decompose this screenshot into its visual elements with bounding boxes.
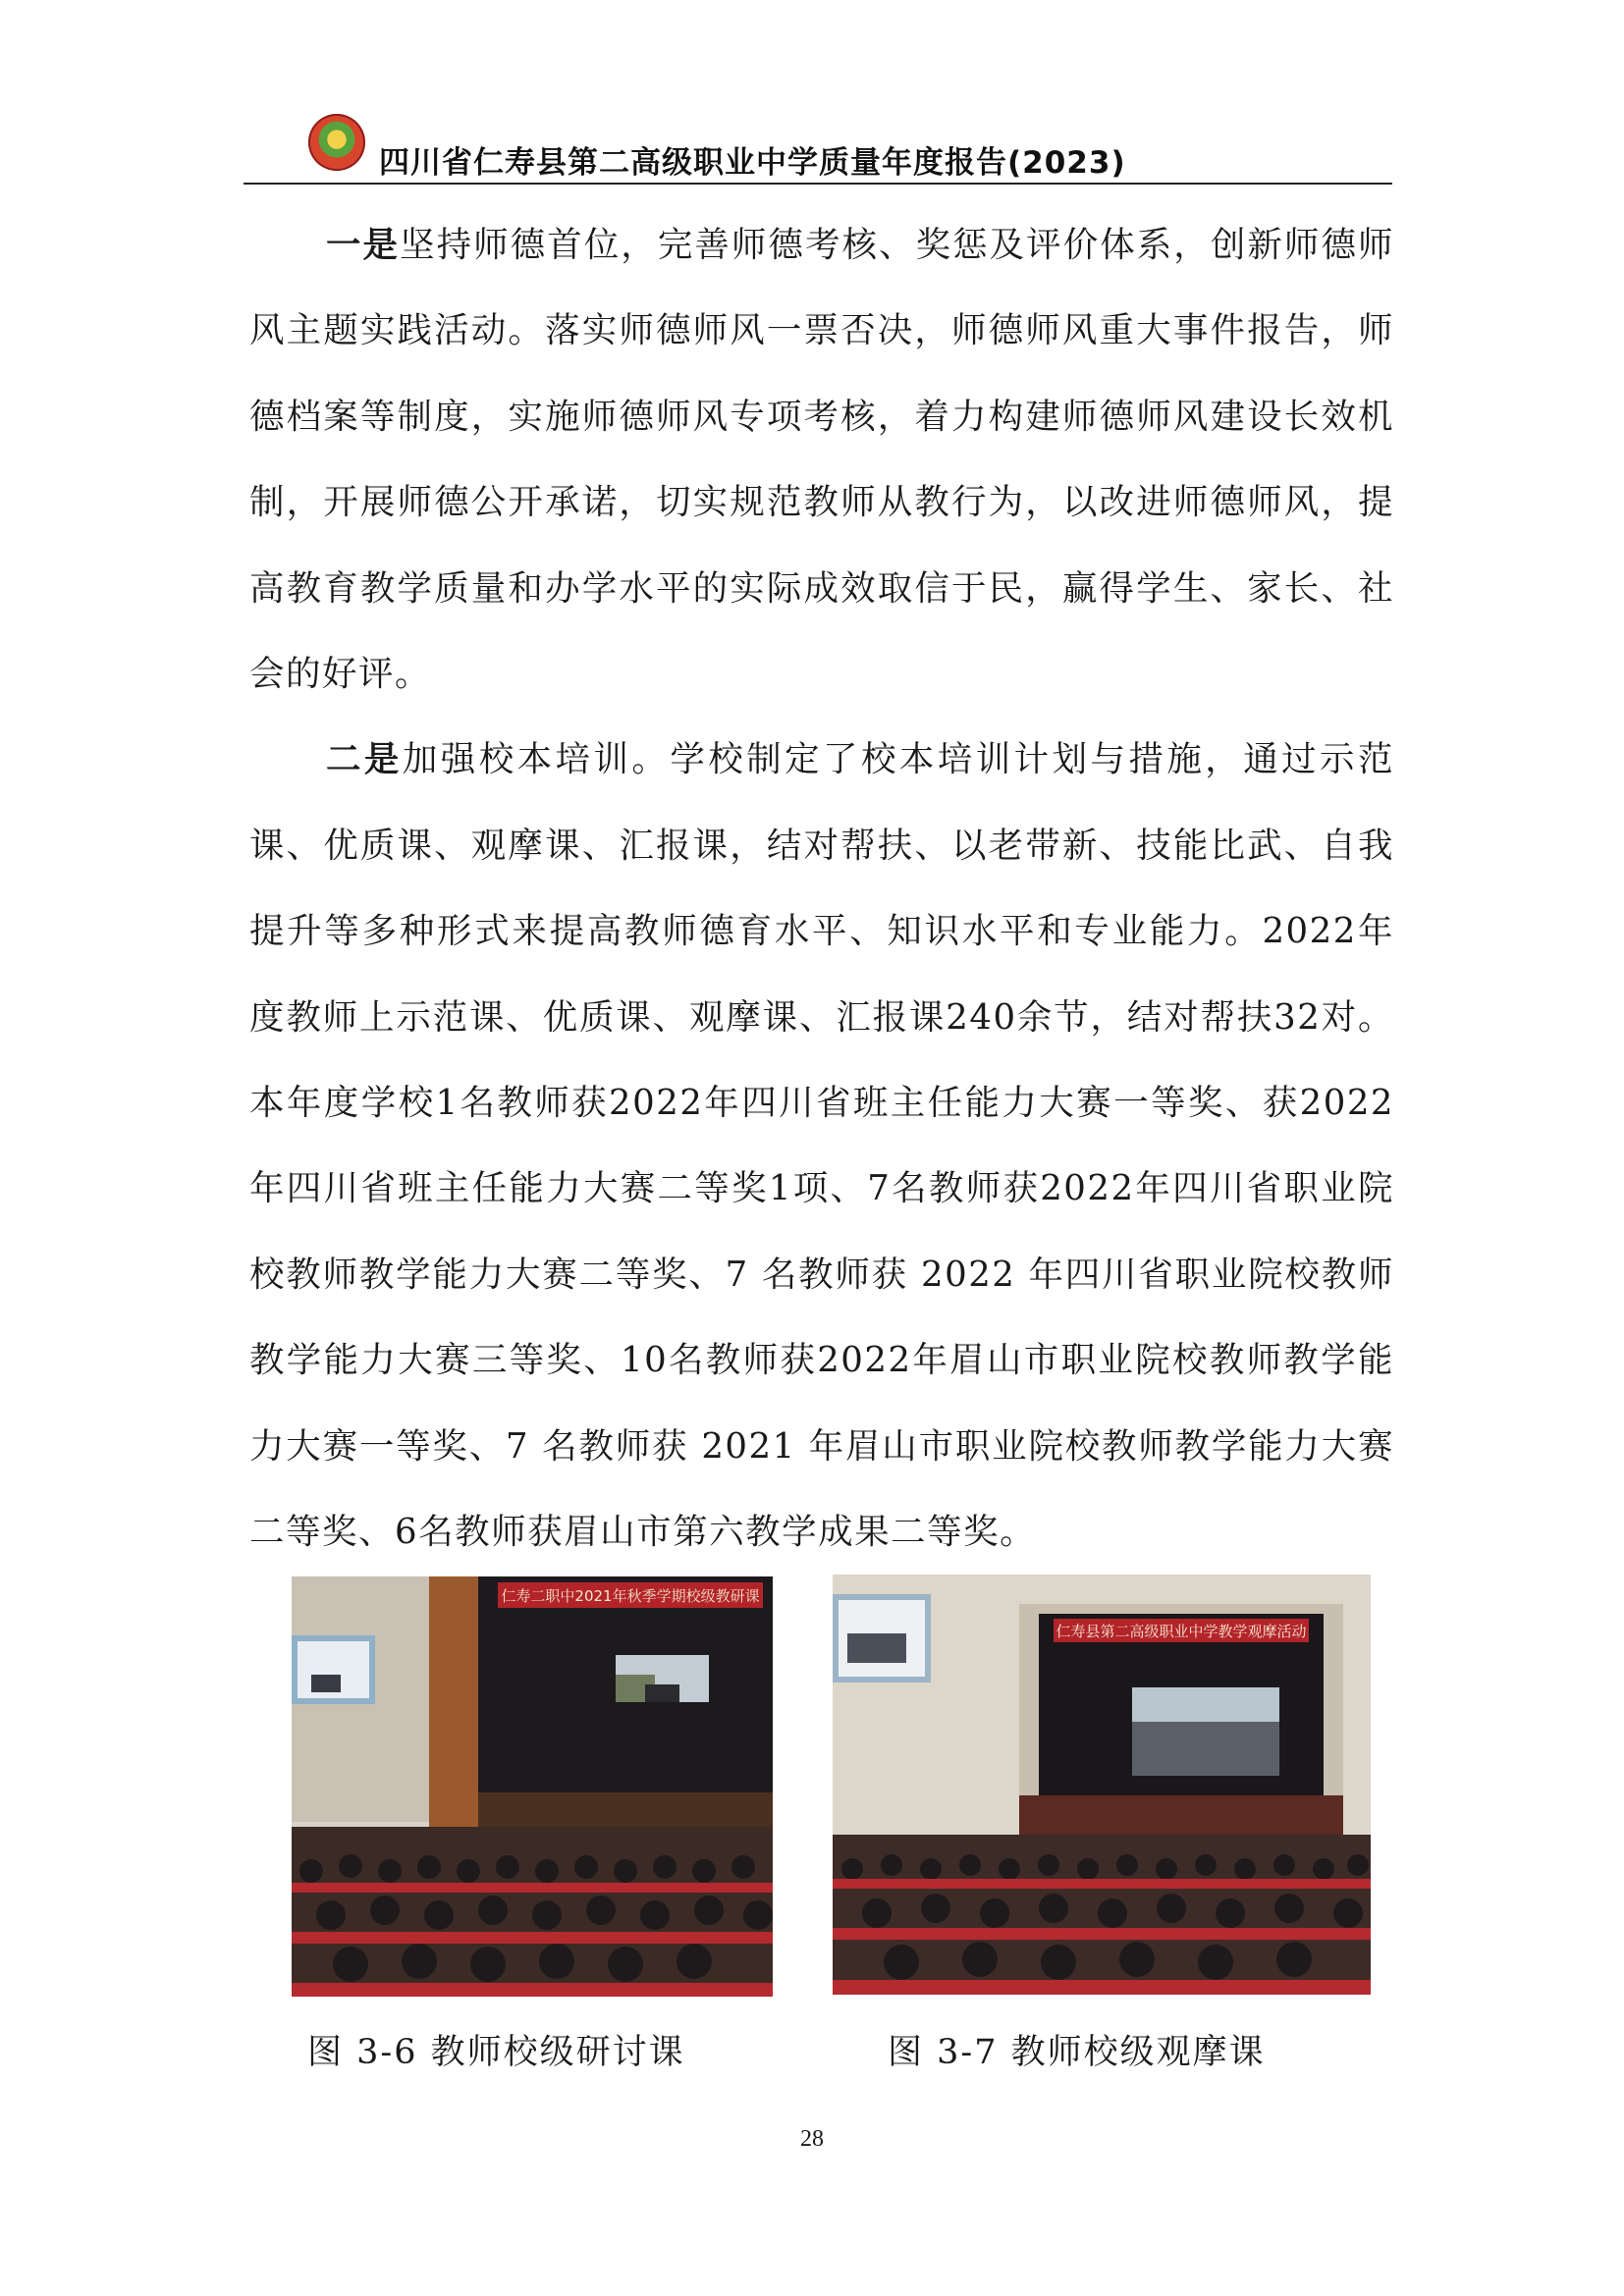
- paragraph-2: [249, 717, 1394, 1575]
- figure-3-6-banner: 仁寿二职中2021年秋季学期校级教研课: [501, 1587, 760, 1605]
- paragraph-2-lead: 二是: [326, 739, 403, 780]
- page-header: [244, 104, 1392, 190]
- figure-3-6-photo: [292, 1576, 773, 1997]
- paragraph-2-text: 加强校本培训。学校制定了校本培训计划与措施，通过示范课、优质课、观摩课、汇报课，结对帮扶、以老带新、技能比武、自我提升等多种形式来提高教师德育水平、知识水平和专业能力。2022年度教师上示范课、优质课、观摩课、汇报课240余节，结对帮扶32对。本年度学校1名教师获2022年四川省班主任能力大赛一等奖、获2022年四川省班主任能力大赛二等奖1项、7名教师获2022年四川省职业院校教师教学能力大赛二等奖、7 名教师获 2022 年四川省职业院校教师教学能力大赛三等奖、10名教师获2022年眉山市职业院校教师教学能力大赛一等奖、7 名教师获 2021 年眉山市职业院校教师教学能力大赛二等奖、6名教师获眉山市第六教学成果二等奖。: [249, 739, 1394, 1553]
- figure-3-7-banner: 仁寿县第二高级职业中学教学观摩活动: [1056, 1623, 1307, 1640]
- paragraph-1-lead: 一是: [326, 225, 401, 265]
- school-emblem-icon: [308, 114, 365, 171]
- figure-3-7-caption: 图 3-7 教师校级观摩课: [888, 2033, 1266, 2072]
- header-divider: [244, 183, 1392, 185]
- figure-3-6-caption: 图 3-6 教师校级研讨课: [307, 2033, 685, 2072]
- figure-3-7-photo: [833, 1575, 1371, 1995]
- report-title: 四川省仁寿县第二高级职业中学质量年度报告(2023): [379, 145, 1126, 181]
- paragraph-1-text: 坚持师德首位，完善师德考核、奖惩及评价体系，创新师德师风主题实践活动。落实师德师风一票否决，师德师风重大事件报告，师德档案等制度，实施师德师风专项考核，着力构建师德师风建设长效机制，开展师德公开承诺，切实规范教师从教行为，以改进师德师风，提高教育教学质量和办学水平的实际成效取信于民，赢得学生、家长、社会的好评。: [249, 225, 1394, 695]
- paragraph-1: [249, 202, 1394, 717]
- body-text: [249, 202, 1394, 1575]
- page-number: 28: [800, 2126, 824, 2152]
